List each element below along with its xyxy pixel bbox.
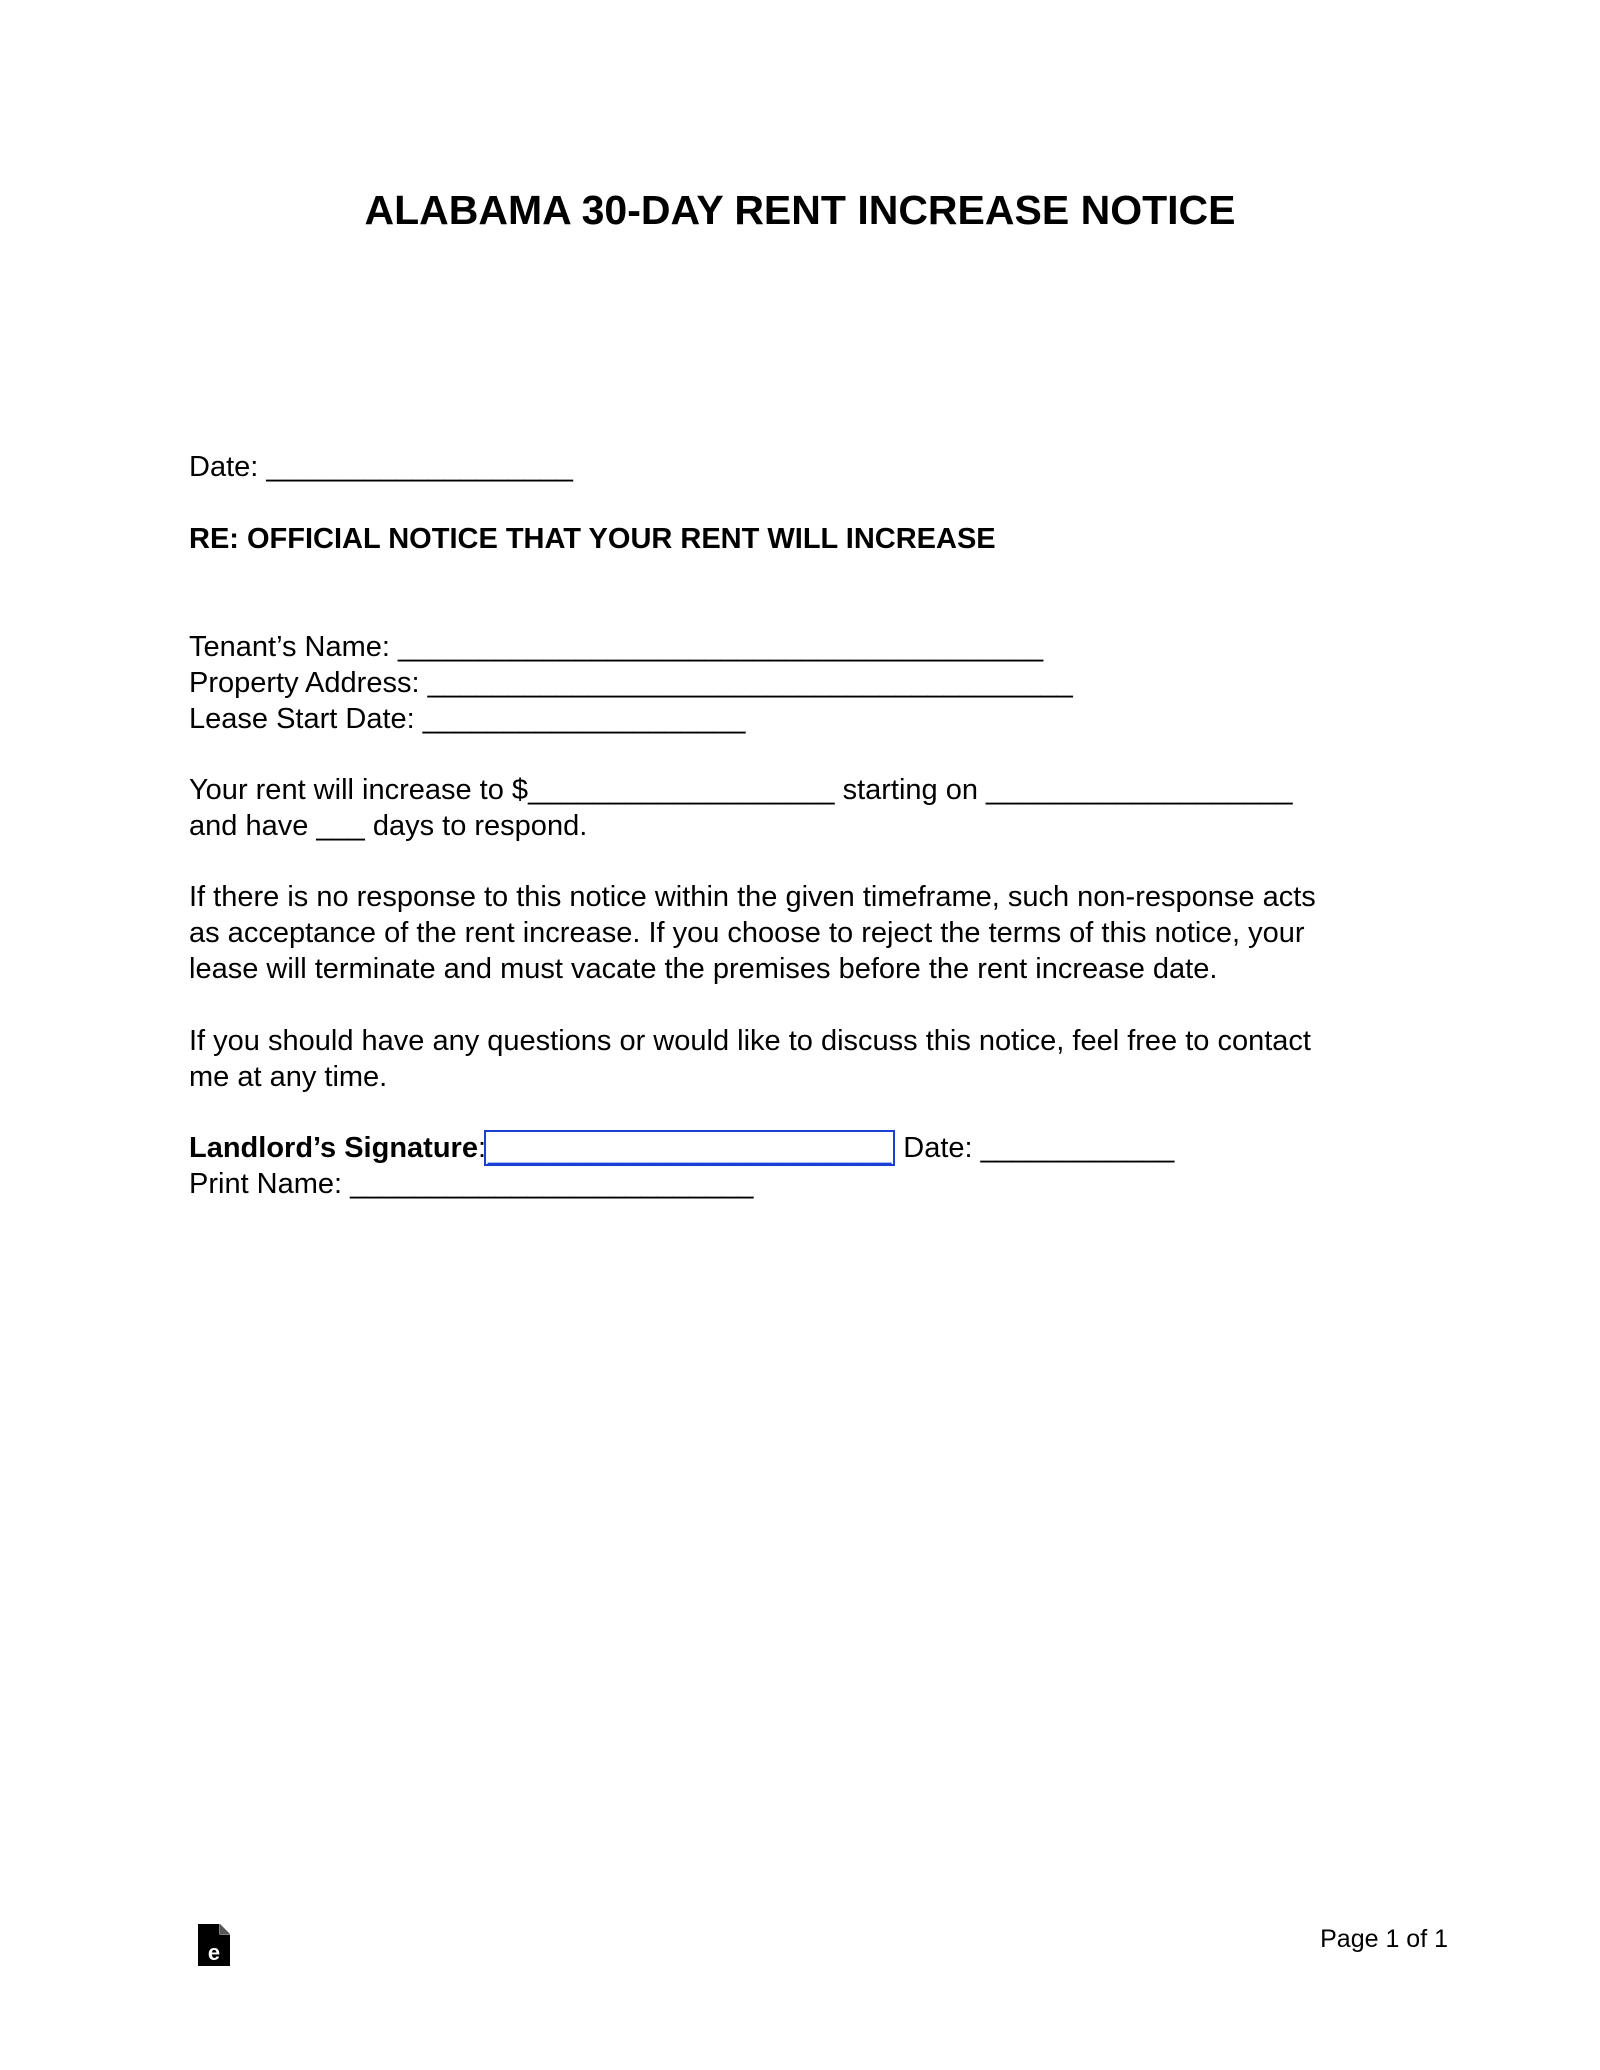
page-number: Page 1 of 1 <box>1320 1925 1448 1953</box>
property-address-label: Property Address: <box>189 667 420 699</box>
rent-amount-field[interactable]: ___________________ <box>528 774 835 806</box>
tenant-name-label: Tenant’s Name: <box>189 631 390 663</box>
date-line <box>189 449 1439 485</box>
tenant-name-line <box>189 629 1439 665</box>
signature-date-label: Date: <box>895 1132 973 1164</box>
property-address-line <box>189 665 1439 701</box>
rent-start-date-field[interactable]: ___________________ <box>986 774 1293 806</box>
tenant-name-field[interactable]: ________________________________________ <box>398 631 1044 663</box>
print-name-field[interactable]: _________________________ <box>350 1168 754 1200</box>
rent-line-1-prefix: Your rent will increase to $ <box>189 774 529 806</box>
print-name-line <box>189 1166 1439 1202</box>
paragraph-line: as acceptance of the rent increase. If you choose to reject the terms of this notice, your <box>189 917 1305 949</box>
signature-colon: : <box>477 1132 487 1164</box>
rent-line-2-prefix: and have <box>189 810 317 842</box>
rent-line-2 <box>189 808 1439 844</box>
date-label: Date: <box>189 451 259 483</box>
respond-days-field[interactable]: ___ <box>316 810 365 842</box>
paragraph-line: If you should have any questions or would like to discuss this notice, feel free to contact <box>189 1025 1311 1057</box>
rent-line-2-suffix: days to respond. <box>364 810 588 842</box>
signature-label: Landlord’s Signature <box>189 1132 478 1164</box>
landlord-signature-field[interactable]: _________________________ <box>484 1130 895 1166</box>
svg-text:e: e <box>207 1940 221 1965</box>
lease-start-line <box>189 701 1439 737</box>
signature-date-field[interactable]: ____________ <box>980 1132 1175 1164</box>
document-title: ALABAMA 30-DAY RENT INCREASE NOTICE <box>364 187 1236 233</box>
lease-start-label: Lease Start Date: <box>189 703 415 735</box>
lease-start-field[interactable]: ____________________ <box>422 703 746 735</box>
paragraph-line: me at any time. <box>189 1061 388 1093</box>
signature-line <box>189 1130 1439 1166</box>
print-name-label: Print Name: <box>189 1168 343 1200</box>
signature-block <box>189 1094 1439 1238</box>
re-line: RE: OFFICIAL NOTICE THAT YOUR RENT WILL INCREASE <box>189 523 996 555</box>
etemplate-logo-icon <box>196 1922 232 1968</box>
paragraph-line: If there is no response to this notice within the given timeframe, such non-response acts <box>189 881 1316 913</box>
property-address-field[interactable]: ________________________________________ <box>427 667 1073 699</box>
paragraph-line: lease will terminate and must vacate the premises before the rent increase date. <box>189 953 1218 985</box>
rent-line-1-middle: starting on <box>834 774 987 806</box>
date-field[interactable]: ___________________ <box>266 451 573 483</box>
rent-line-1 <box>189 772 1439 808</box>
